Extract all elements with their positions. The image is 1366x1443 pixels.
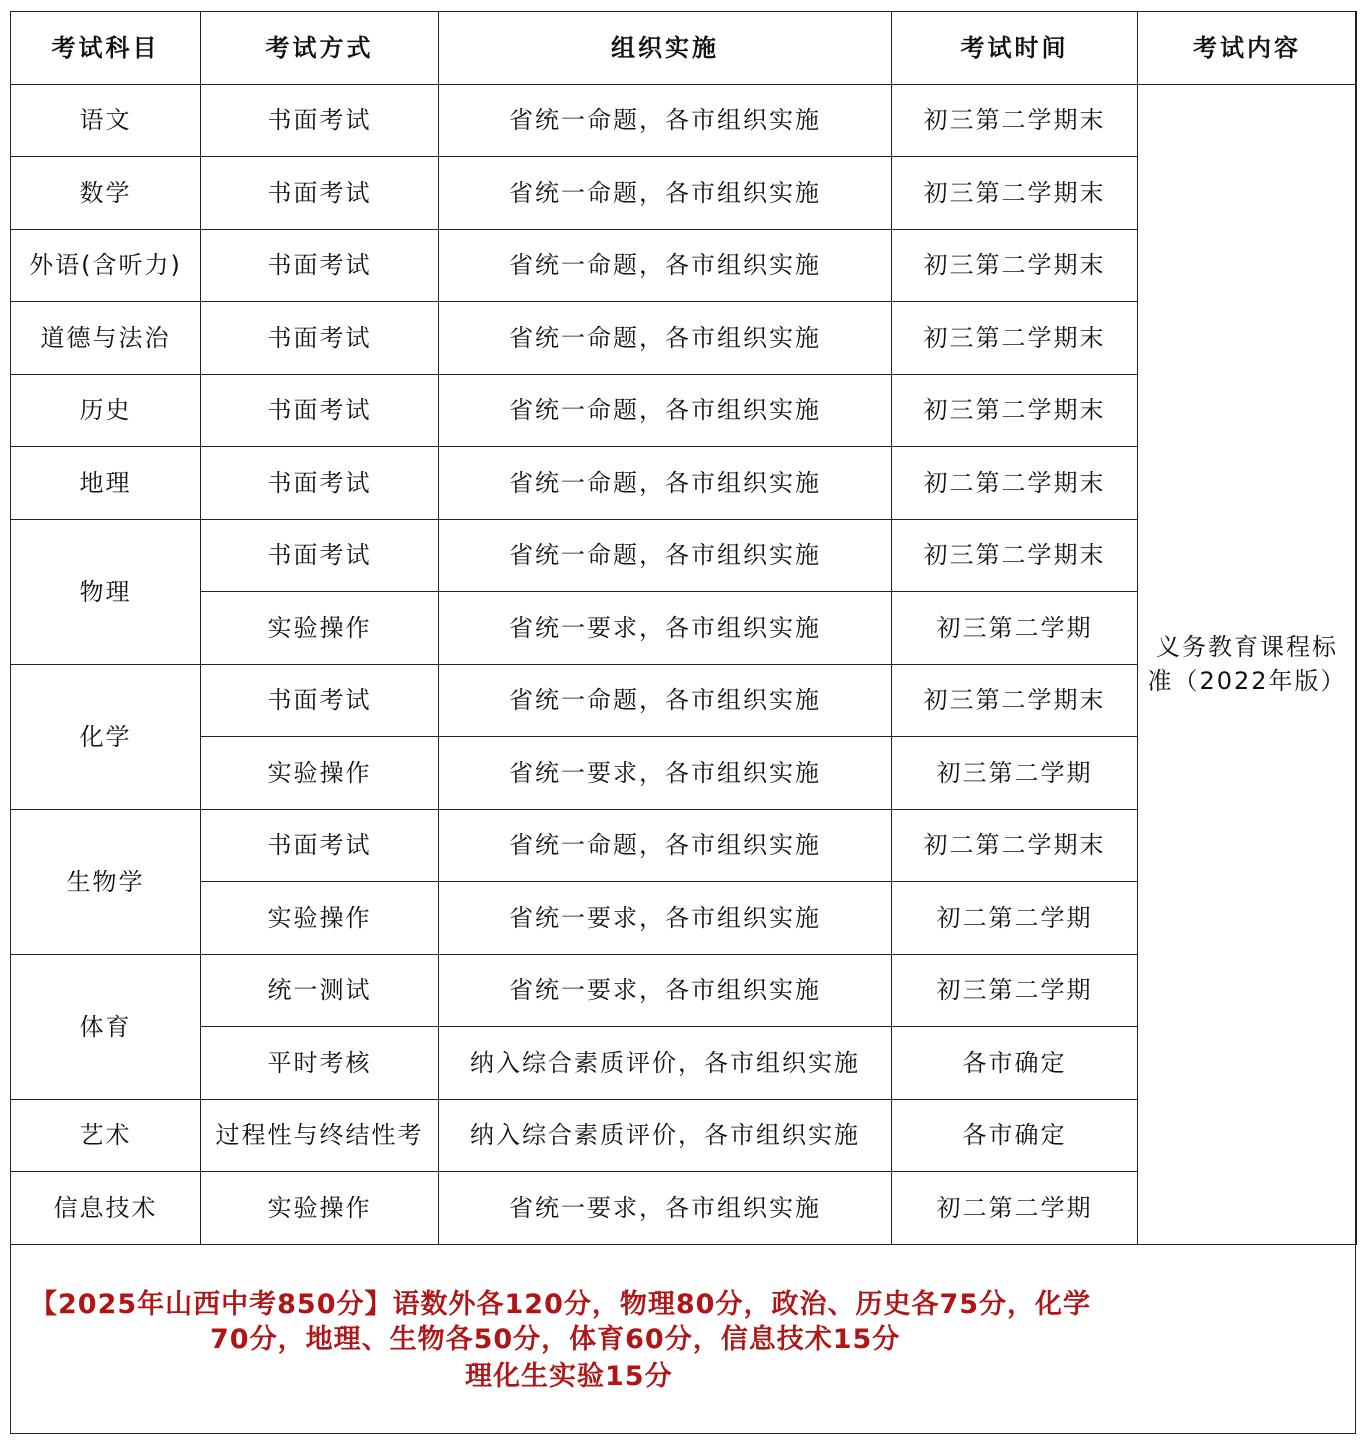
time-cell: 初三第二学期末 — [892, 84, 1138, 157]
time-cell: 各市确定 — [892, 1027, 1138, 1100]
header-content: 考试内容 — [1138, 12, 1357, 85]
time-cell: 初二第二学期末 — [892, 809, 1138, 882]
score-note-line-2: 70分，地理、生物各50分，体育60分，信息技术15分 — [210, 1324, 901, 1355]
exam-table — [10, 11, 1357, 1245]
time-cell: 初三第二学期末 — [892, 519, 1138, 592]
time-cell: 初二第二学期 — [892, 882, 1138, 955]
method-cell: 实验操作 — [201, 882, 439, 955]
time-cell: 初三第二学期末 — [892, 302, 1138, 375]
organization-cell: 省统一要求，各市组织实施 — [439, 954, 892, 1027]
organization-cell: 省统一要求，各市组织实施 — [439, 1172, 892, 1245]
organization-cell: 省统一命题，各市组织实施 — [439, 84, 892, 157]
subject-cell: 数学 — [11, 157, 201, 230]
organization-cell: 省统一命题，各市组织实施 — [439, 809, 892, 882]
organization-cell: 省统一要求，各市组织实施 — [439, 882, 892, 955]
method-cell: 书面考试 — [201, 664, 439, 737]
method-cell: 书面考试 — [201, 447, 439, 520]
method-cell: 过程性与终结性考 — [201, 1099, 439, 1172]
score-note-line-3: 理化生实验15分 — [465, 1361, 673, 1392]
header-method: 考试方式 — [201, 12, 439, 85]
organization-cell: 省统一命题，各市组织实施 — [439, 374, 892, 447]
subject-cell: 体育 — [11, 954, 201, 1099]
subject-cell: 地理 — [11, 447, 201, 520]
subject-cell: 语文 — [11, 84, 201, 157]
method-cell: 平时考核 — [201, 1027, 439, 1100]
organization-cell: 纳入综合素质评价，各市组织实施 — [439, 1099, 892, 1172]
subject-cell: 信息技术 — [11, 1172, 201, 1245]
method-cell: 书面考试 — [201, 809, 439, 882]
subject-cell: 外语(含听力) — [11, 229, 201, 302]
subject-cell: 化学 — [11, 664, 201, 809]
subject-cell: 生物学 — [11, 809, 201, 954]
organization-cell: 省统一命题，各市组织实施 — [439, 229, 892, 302]
time-cell: 初三第二学期末 — [892, 229, 1138, 302]
header-organization: 组织实施 — [439, 12, 892, 85]
time-cell: 初三第二学期 — [892, 737, 1138, 810]
subject-cell: 物理 — [11, 519, 201, 664]
score-note-line-1: 【2025年山西中考850分】语数外各120分，物理80分，政治、历史各75分，化学 — [30, 1289, 1092, 1320]
subject-cell: 道德与法治 — [11, 302, 201, 375]
method-cell: 书面考试 — [201, 519, 439, 592]
header-time: 考试时间 — [892, 12, 1138, 85]
time-cell: 初二第二学期 — [892, 1172, 1138, 1245]
score-note — [10, 1245, 1356, 1434]
organization-cell: 省统一要求，各市组织实施 — [439, 592, 892, 665]
time-cell: 初三第二学期末 — [892, 157, 1138, 230]
method-cell: 书面考试 — [201, 229, 439, 302]
time-cell: 各市确定 — [892, 1099, 1138, 1172]
subject-cell: 历史 — [11, 374, 201, 447]
content-cell: 义务教育课程标准（2022年版） — [1138, 84, 1357, 1244]
table-header-row — [11, 12, 1357, 85]
method-cell: 书面考试 — [201, 302, 439, 375]
organization-cell: 省统一要求，各市组织实施 — [439, 737, 892, 810]
method-cell: 实验操作 — [201, 592, 439, 665]
table-row — [11, 84, 1357, 157]
subject-cell: 艺术 — [11, 1099, 201, 1172]
method-cell: 书面考试 — [201, 374, 439, 447]
organization-cell: 省统一命题，各市组织实施 — [439, 302, 892, 375]
method-cell: 统一测试 — [201, 954, 439, 1027]
organization-cell: 省统一命题，各市组织实施 — [439, 664, 892, 737]
time-cell: 初三第二学期末 — [892, 374, 1138, 447]
header-subject: 考试科目 — [11, 12, 201, 85]
method-cell: 书面考试 — [201, 157, 439, 230]
time-cell: 初二第二学期末 — [892, 447, 1138, 520]
method-cell: 书面考试 — [201, 84, 439, 157]
time-cell: 初三第二学期 — [892, 954, 1138, 1027]
time-cell: 初三第二学期末 — [892, 664, 1138, 737]
organization-cell: 省统一命题，各市组织实施 — [439, 519, 892, 592]
organization-cell: 纳入综合素质评价，各市组织实施 — [439, 1027, 892, 1100]
organization-cell: 省统一命题，各市组织实施 — [439, 447, 892, 520]
time-cell: 初三第二学期 — [892, 592, 1138, 665]
method-cell: 实验操作 — [201, 1172, 439, 1245]
organization-cell: 省统一命题，各市组织实施 — [439, 157, 892, 230]
method-cell: 实验操作 — [201, 737, 439, 810]
